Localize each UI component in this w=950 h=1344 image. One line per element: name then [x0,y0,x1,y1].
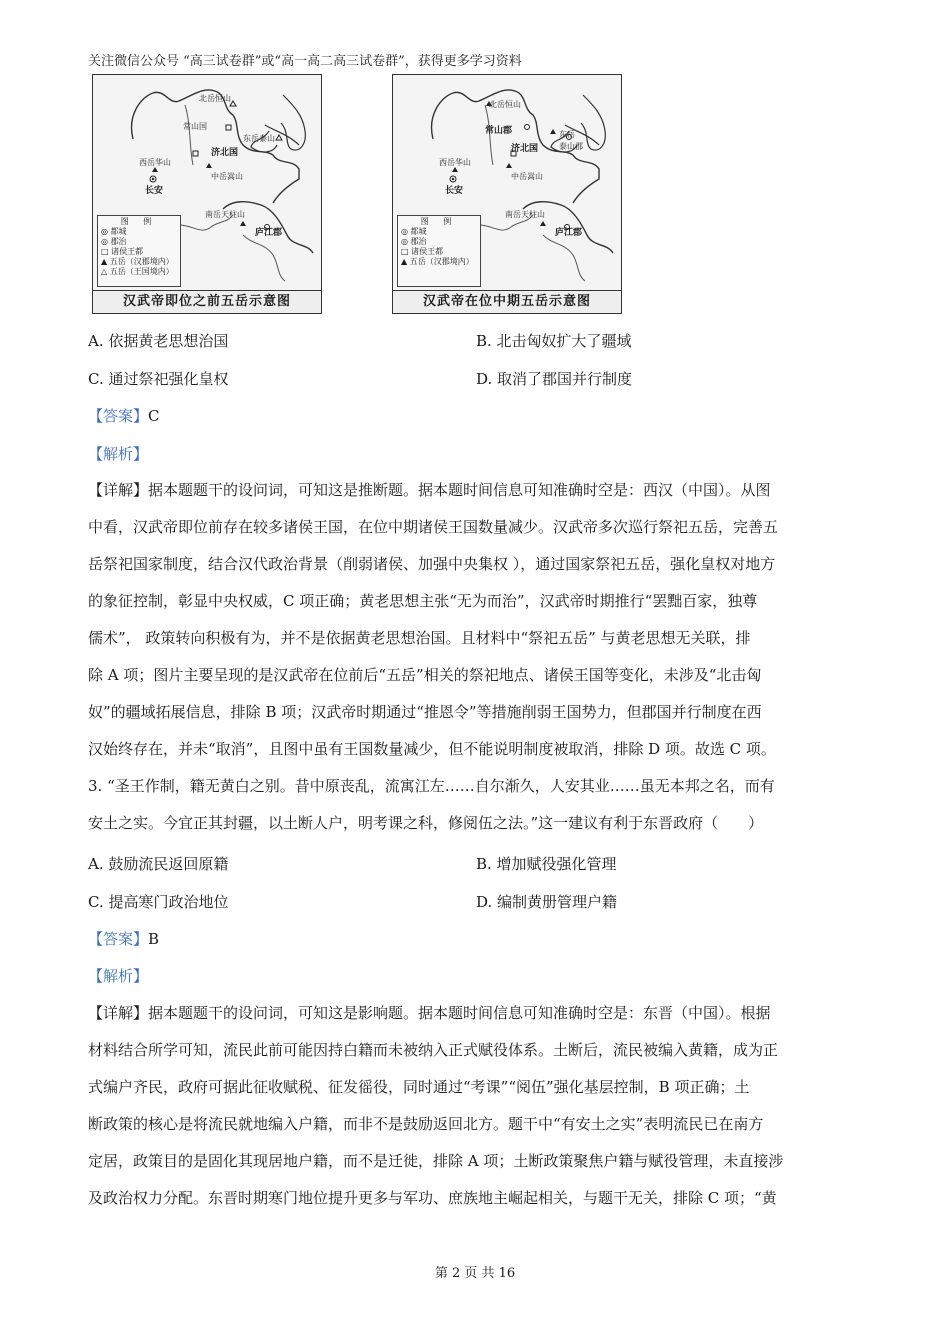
q2-option-c: C. 通过祭祀强化皇权 [88,370,229,388]
map2-legend-title: 图 例 [420,217,458,226]
map1-legend-item: ▲ 五岳（汉郡境内） [101,257,174,266]
q3-detail-line: 据本题题干的设问词，可知这是影响题。据本题时间信息可知准确时空是：东晋（中国）。根据 [148,1004,771,1022]
map2-legend-item: ◎ 郡治 [401,237,427,246]
map2-label-changan: 长安 [445,186,464,196]
q2-detail-line: 儒术”， 政策转向积极有为，并不是依据黄老思想治国。且材料中“祭祀五岳” 与黄老思想无关联，排 [88,629,751,647]
q3-analysis-tag: 【解析】 [88,967,149,985]
q3-option-c: C. 提高寒门政治地位 [88,893,229,911]
q3-detail-tag: 【详解】 [88,1004,149,1022]
q3-detail [88,995,864,1217]
q2-detail [88,472,864,768]
q3-analysis [88,965,148,986]
q2-detail-line: 据本题题干的设问词，可知这是推断题。据本题时间信息可知准确时空是：西汉（中国）。从图 [148,481,771,499]
q2-answer [88,405,160,426]
q2-detail-line: 奴”的疆域拓展信息，排除 B 项；汉武帝时期通过“推恩令”等措施削弱王国势力，但郡国并行制度在西 [88,703,762,721]
map2-label-changshan: 常山郡 [485,126,513,136]
q3-detail-line: 定居，政策目的是固化其现居地户籍，而不是迁徙，排除 A 项；土断政策聚焦户籍与赋役管理，未直接涉 [88,1152,784,1170]
q2-answer-tag: 【答案】 [88,407,149,425]
map1-label-lujiang: 庐江郡 [255,228,283,238]
map2-label-taishan: 泰山郡 [559,142,583,151]
map2-label-south: 南岳天柱山 [505,210,545,219]
map1-legend-title: 图 例 [120,217,158,226]
map1-legend-item: ◎ 郡治 [101,237,127,246]
q3-option-b: B. 增加赋役强化管理 [476,855,617,873]
map2-legend-item: □ 诸侯王都 [401,247,444,256]
map1-label-west: 西岳华山 [139,158,171,167]
map1-label-changan: 长安 [145,186,164,196]
page-footer: 第 2 页 共 16 [434,1266,516,1281]
q3-option-a: A. 鼓励流民返回原籍 [88,855,229,873]
map2-label-lujiang: 庐江郡 [555,228,583,238]
map1-legend-item: □ 诸侯王都 [101,247,144,256]
q2-detail-line: 除 A 项；图片主要呈现的是汉武帝在位前后“五岳”相关的祭祀地点、诸侯王国等变化，未涉及“北击匈 [88,666,762,684]
map1-legend [97,215,181,287]
map2-label-north: 北岳恒山 [489,100,521,109]
map1-label-east: 东岳泰山 [243,134,275,143]
map1-label-south: 南岳天柱山 [205,210,245,219]
q3-detail-line: 材料结合所学可知，流民此前可能因持白籍而未被纳入正式赋役体系。土断后，流民被编入黄籍，成为正 [88,1041,779,1059]
map-before-reign [92,74,322,314]
q2-detail-tag: 【详解】 [88,481,149,499]
q3-stem-line: 3. “圣王作制，籍无黄白之别。昔中原丧乱，流寓江左……自尔渐久，人安其业……虽无本邦之名，而有 [88,777,775,795]
q3-answer-tag: 【答案】 [88,930,149,948]
map2-legend-item: ▲ 五岳（汉郡境内） [401,257,474,266]
q2-detail-line: 汉始终存在，并未“取消”，且图中虽有王国数量减少，但不能说明制度被取消，排除 D 项。故选 C 项。 [88,740,776,758]
q2-analysis-tag: 【解析】 [88,445,149,463]
q3-detail-line: 及政治权力分配。东晋时期寒门地位提升更多与军功、庶族地主崛起相关，与题干无关，排除 C 项；“黄 [88,1189,777,1207]
q3-stem [88,768,864,842]
q3-detail-line: 断政策的核心是将流民就地编入户籍，而非不是鼓励返回北方。题干中“有安土之实”表明流民已在南方 [88,1115,764,1133]
q2-detail-line: 中看，汉武帝即位前存在较多诸侯王国，在位中期诸侯王国数量减少。汉武帝多次巡行祭祀五岳，完善五 [88,518,779,536]
map2-label-west: 西岳华山 [439,158,471,167]
q2-option-b: B. 北击匈奴扩大了疆域 [476,332,632,350]
map1-legend-item: ◎ 都城 [101,227,127,236]
map-mid-reign [392,74,622,314]
map2-label-east: 东岳 [559,130,575,139]
q2-analysis [88,443,148,464]
q3-answer-value: B [148,930,160,948]
map1-label-north: 北岳恒山 [199,94,231,103]
q2-detail-line: 的象征控制，彰显中央权威，C 项正确；黄老思想主张“无为而治”，汉武帝时期推行“罢黜百家，独尊 [88,592,758,610]
map1-legend-item: △ 五岳（王国境内） [101,267,174,276]
map1-label-changshan: 常山国 [183,122,207,131]
q2-answer-value: C [148,407,160,425]
header-note: 关注微信公众号 “高三试卷群”或“高一高二高三试卷群”，获得更多学习资料 [88,54,522,69]
q3-option-d: D. 编制黄册管理户籍 [476,893,618,911]
q2-option-a: A. 依据黄老思想治国 [88,332,229,350]
map2-label-jibei: 济北国 [511,144,539,154]
q2-detail-line: 岳祭祀国家制度，结合汉代政治背景（削弱诸侯、加强中央集权 ），通过国家祭祀五岳，强化皇权对地方 [88,555,776,573]
q3-answer [88,928,159,949]
map2-label-central: 中岳嵩山 [511,172,543,181]
q2-option-d: D. 取消了郡国并行制度 [476,370,633,388]
map1-label-central: 中岳嵩山 [211,172,243,181]
map1-caption: 汉武帝即位之前五岳示意图 [93,290,321,313]
map2-legend-item: ◎ 都城 [401,227,427,236]
map2-legend [397,215,481,287]
q3-stem-line: 安土之实。今宜正其封疆，以土断人户，明考课之科，修阅伍之法。”这一建议有利于东晋政府（ ） [88,814,764,832]
map-figures [92,74,632,316]
map1-label-jibei: 济北国 [211,148,239,158]
q3-detail-line: 式编户齐民，政府可据此征收赋税、征发徭役，同时通过“考课”“阅伍”强化基层控制，B 项正确；土 [88,1078,750,1096]
map2-caption: 汉武帝在位中期五岳示意图 [393,290,621,313]
